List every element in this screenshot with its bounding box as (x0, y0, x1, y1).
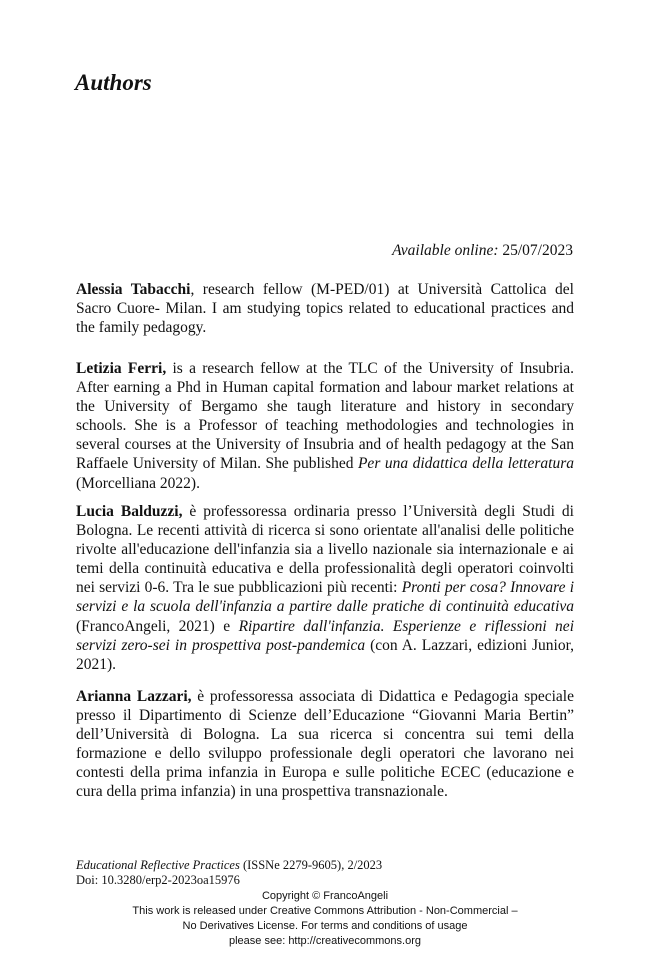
license-line: This work is released under Creative Commons Attribution - Non-Commercial – (132, 905, 518, 917)
author-bio-ferri (76, 359, 574, 493)
author-name: Lucia Balduzzi, (76, 503, 183, 520)
journal-footer (76, 858, 382, 888)
author-name: Alessia Tabacchi (76, 281, 191, 298)
publication-title: Ripartire dall'infanzia. Esperienze e riflessioni nei servizi zero-sei in prospettiva post-pandemica (76, 617, 574, 654)
license-notice (0, 889, 650, 949)
author-bio-text: (con A. Lazzari, edizioni Junior, 2021). (76, 636, 574, 673)
journal-issn: (ISSNe 2279-9605), 2/2023 (239, 858, 383, 872)
author-bio-text: (Morcelliana 2022). (76, 474, 200, 492)
author-bio-text: (FrancoAngeli, 2021) e (76, 617, 239, 635)
author-bio-balduzzi (76, 502, 574, 674)
publication-title: Per una didattica della letteratura (357, 455, 574, 473)
author-bio-lazzari (76, 687, 574, 802)
page-title: Authors (75, 70, 152, 95)
available-label: Available online: (392, 242, 499, 259)
journal-citation (76, 858, 382, 873)
author-name: Letizia Ferri, (76, 360, 167, 377)
author-bio-text: is a research fellow at the TLC of the University of Insubria. After earning a Phd in Human capital formation and labour market relations at the University of Bergamo she taugh literature and history in secondary schools. She is a Professor of teaching methodologies and technologies in several courses at the University of Insubria and of health pedagogy at the San Raffaele University of Milan. She published (76, 360, 574, 473)
available-date: 25/07/2023 (498, 242, 573, 259)
doi: Doi: 10.3280/erp2-2023oa15976 (76, 873, 240, 887)
author-bio-text: , research fellow (M-PED/01) at Università Cattolica del Sacro Cuore- Milan. I am studying topics related to educational practices and the family pedagogy. (76, 281, 574, 337)
journal-name: Educational Reflective Practices (76, 858, 240, 872)
author-name: Arianna Lazzari, (76, 688, 192, 705)
available-online (392, 242, 573, 260)
author-bio-text: è professoressa ordinaria presso l’Università degli Studi di Bologna. Le recenti attività di ricerca si sono orientate all'analisi delle politiche rivolte all'educazione dell'infanzia sia a livello nazionale sia internazionale e ai temi della continuità educativa e della professionalità degli operatori coinvolti nei servizi 0-6. Tra le sue pubblicazioni più recenti: (76, 503, 574, 597)
license-line: No Derivatives License. For terms and conditions of usage (182, 920, 468, 932)
publication-title: Pronti per cosa? Innovare i servizi e la scuola dell'infanzia a partire dalle pratiche di continuità educativa (76, 579, 574, 616)
copyright-line: Copyright © FrancoAngeli (261, 890, 389, 902)
license-link-line: please see: http://creativecommons.org (229, 935, 421, 947)
author-bio-tabacchi (76, 280, 574, 337)
author-bio-text: è professoressa associata di Didattica e Pedagogia speciale presso il Dipartimento di Scienze dell’Educazione “Giovanni Maria Bertin” dell’Università di Bologna. La sua ricerca si concentra sui temi della formazione e dello sviluppo professionale degli operatori che lavorano nei contesti della prima infanzia in Europa e sulle politiche ECEC (educazione e cura della prima infanzia) in una prospettiva transnazionale. (76, 688, 574, 801)
